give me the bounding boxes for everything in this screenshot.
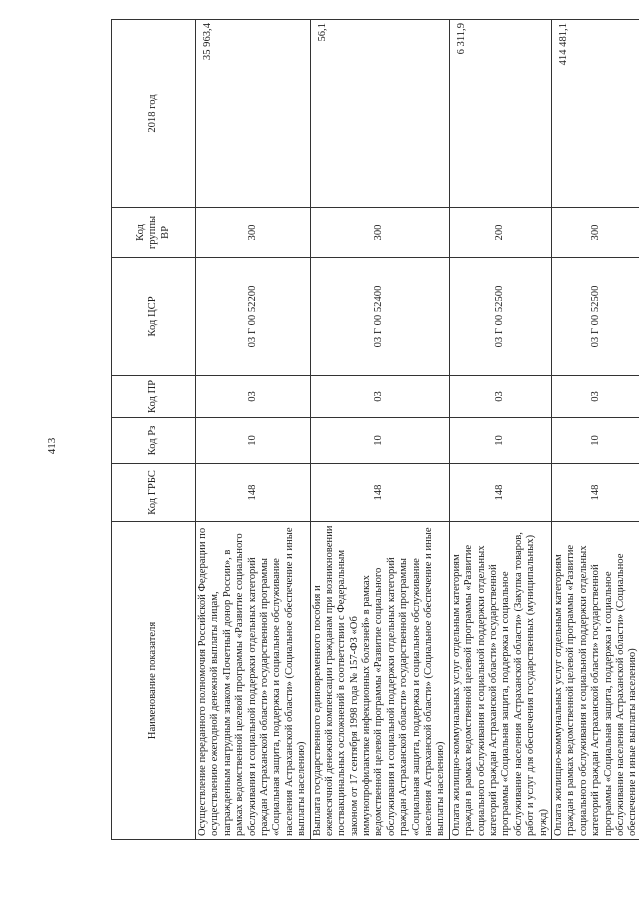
row-vr: 300 [310, 208, 449, 258]
table-row [551, 20, 639, 840]
header-grbs: Код ГРБС [112, 464, 196, 522]
header-amount: 2018 год [112, 20, 196, 208]
row-grbs: 148 [449, 464, 551, 522]
header-pr: Код ПР [112, 376, 196, 418]
row-vr: 300 [551, 208, 639, 258]
row-rz: 10 [196, 418, 311, 464]
table-row [196, 20, 311, 840]
table-header-row [112, 20, 196, 840]
row-amount: 6 311,9 [449, 20, 551, 208]
page-number: 413 [46, 437, 58, 455]
header-vr: Код группы ВР [112, 208, 196, 258]
row-amount: 414 481,1 [551, 20, 639, 208]
row-name: Выплата государственного единовременного пособия и ежемесячной денежной компенсации гражданам при возникновении поствакцинальных осложнений в соответствии с Федеральным законом от 17 сентября 1998 года № 157-ФЗ «Об иммунопрофилактике инфекционных болезней» в рамках ведомственной целевой программы «Развитие социального обслуживания и социальной поддержки отдельных категорий граждан Астраханской области» государственной программы «Социальная защита, поддержка и социальное обслуживание населения Астраханской области» (Социальное обеспечение и иные выплаты населению) [310, 522, 449, 840]
row-csr: 03 Г 00 52500 [551, 258, 639, 376]
row-csr: 03 Г 00 52200 [196, 258, 311, 376]
row-grbs: 148 [196, 464, 311, 522]
header-rz: Код Рз [112, 418, 196, 464]
row-name: Оплата жилищно-коммунальных услуг отдельным категориям граждан в рамках ведомственной целевой программы «Развитие социального обслуживания и социальной поддержки отдельных категорий граждан Астраханской области» государственной программы «Социальная защита, поддержка и социальное обслуживание населения Астраханской области» (Закупка товаров, работ и услуг для обеспечения государственных (муниципальных) нужд) [449, 522, 551, 840]
row-grbs: 148 [551, 464, 639, 522]
row-pr: 03 [310, 376, 449, 418]
header-csr: Код ЦСР [112, 258, 196, 376]
row-pr: 03 [196, 376, 311, 418]
row-grbs: 148 [310, 464, 449, 522]
row-csr: 03 Г 00 52500 [449, 258, 551, 376]
row-amount: 35 963,4 [196, 20, 311, 208]
row-pr: 03 [551, 376, 639, 418]
row-name: Осуществление переданного полномочия Российской Федерации по осуществлению ежегодной денежной выплаты лицам, награжденным нагрудным знаком «Почетный донор России», в рамках ведомственной целевой программы «Развитие социального обслуживания и социальной поддержки отдельных категорий граждан Астраханской области» государственной программы «Социальная защита, поддержка и социальное обслуживание населения Астраханской области» (Социальное обеспечение и иные выплаты населению) [196, 522, 311, 840]
row-rz: 10 [310, 418, 449, 464]
row-amount: 56,1 [310, 20, 449, 208]
row-name: Оплата жилищно-коммунальных услуг отдельным категориям граждан в рамках ведомственной целевой программы «Развитие социального обслуживания и социальной поддержки отдельных категорий граждан Астраханской области» государственной программы «Социальная защита, поддержка и социальное обслуживание населения Астраханской области» (Социальное обеспечение и иные выплаты населению) [551, 522, 639, 840]
table-row [449, 20, 551, 840]
row-vr: 300 [196, 208, 311, 258]
row-rz: 10 [551, 418, 639, 464]
row-rz: 10 [449, 418, 551, 464]
rotated-table-container [111, 20, 639, 840]
row-csr: 03 Г 00 52400 [310, 258, 449, 376]
row-vr: 200 [449, 208, 551, 258]
table-row [310, 20, 449, 840]
row-pr: 03 [449, 376, 551, 418]
budget-table [111, 19, 639, 840]
header-name: Наименование показателя [112, 522, 196, 840]
